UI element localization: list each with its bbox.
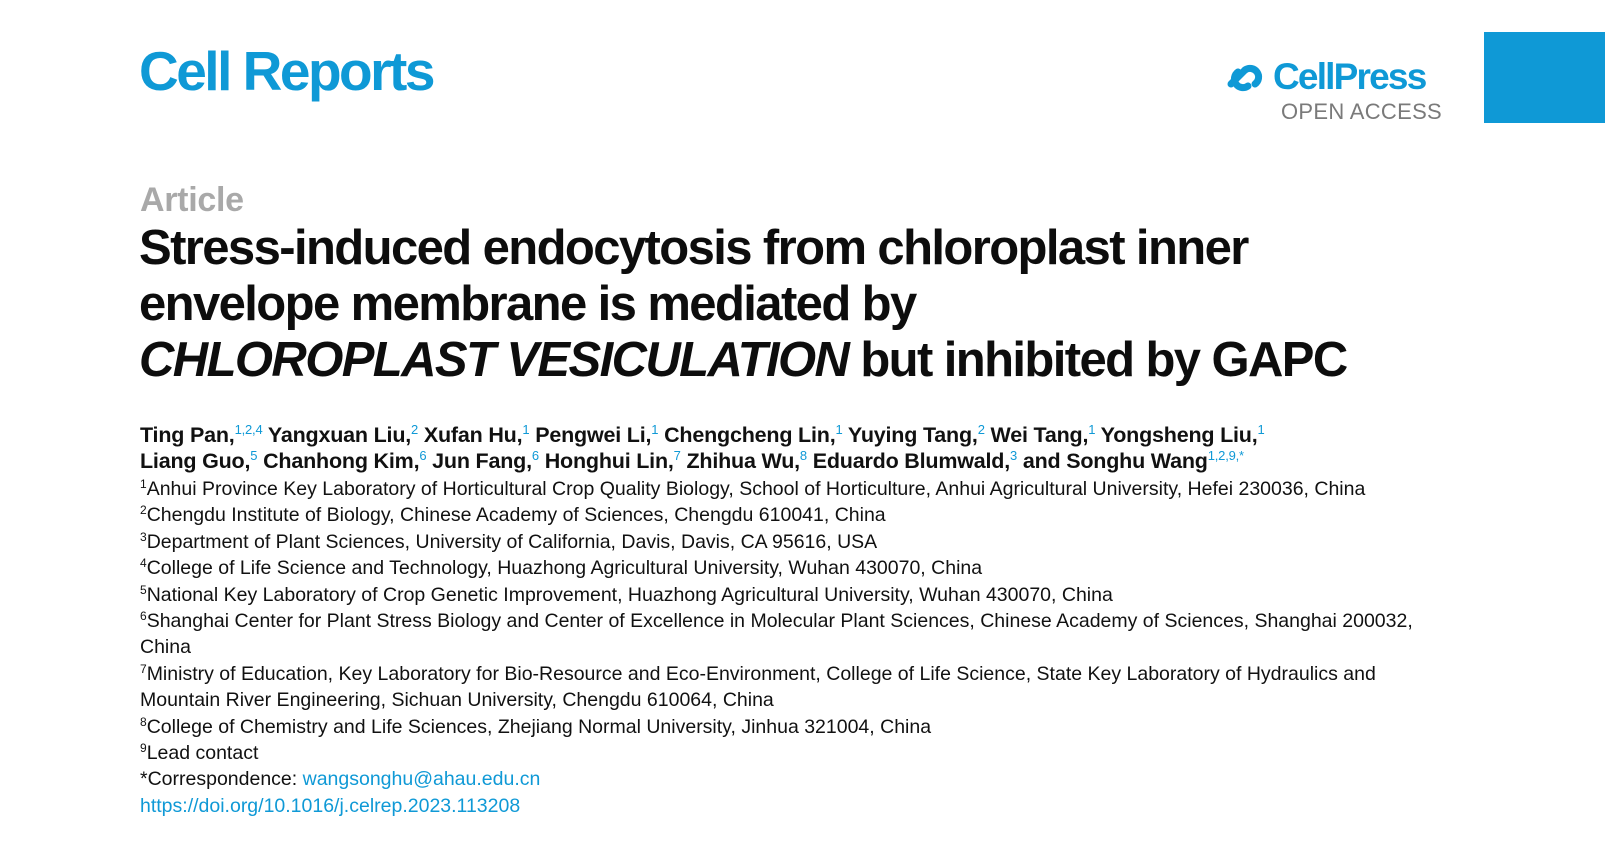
affiliation: $^6$Shanghai Center for Plant Stress Biology and Center of Excellence in Molecular Plant Sciences, Chinese Academy of Sciences, Shanghai 200032, China	[140, 609, 1413, 659]
affiliation: $^8$College of Chemistry and Life Sciences, Zhejiang Normal University, Jinhua 321004, China	[140, 714, 932, 738]
affiliation: $^2$Chengdu Institute of Biology, Chinese Academy of Sciences, Chengdu 610041, China	[140, 503, 886, 527]
author-affiliation-ref: 1	[1257, 422, 1265, 437]
author: Jun Fang,$^6$	[432, 448, 539, 473]
author-affiliation-ref: 3	[1010, 448, 1018, 463]
author-affiliation-ref: 8	[799, 448, 807, 463]
doi-line	[140, 793, 1460, 819]
author-list	[140, 422, 1440, 474]
author: and Songhu Wang$^{1,2,9,*}$	[1022, 448, 1244, 473]
author: Liang Guo,$^5$	[140, 448, 258, 473]
affiliation: $^4$College of Life Science and Technology, Huazhong Agricultural University, Wuhan 430070, China	[140, 556, 983, 580]
title-gene-name: CHLOROPLAST VESICULATION	[139, 333, 849, 387]
title-line-3	[139, 332, 1499, 388]
author: Chanhong Kim,$^6$	[263, 448, 427, 473]
author-affiliation-ref: 1	[522, 422, 530, 437]
affiliation: $^3$Department of Plant Sciences, University of California, Davis, Davis, CA 95616, USA	[140, 529, 878, 553]
author-affiliation-ref: 6	[531, 448, 539, 463]
affiliation: $^1$Anhui Province Key Laboratory of Horticultural Crop Quality Biology, School of Horticulture, Anhui Agricultural University, Hefei 230036, China	[140, 477, 1366, 500]
correspondence-email-link[interactable]: wangsonghu@ahau.edu.cn	[302, 768, 541, 791]
journal-title: Cell Reports	[139, 40, 433, 102]
doi-link[interactable]: https://doi.org/10.1016/j.celrep.2023.113208	[140, 794, 521, 817]
title-line-2: envelope membrane is mediated by	[139, 277, 916, 331]
title-line-1: Stress-induced endocytosis from chloroplast inner	[139, 221, 1248, 275]
author-affiliation-ref: 1	[1088, 422, 1096, 437]
lead-contact-note: $^9$Lead contact	[140, 741, 259, 765]
open-access-label: OPEN ACCESS	[1281, 99, 1443, 124]
author-affiliation-ref: 7	[673, 448, 681, 463]
author: Yongsheng Liu,$^1$	[1100, 422, 1265, 447]
affiliation: $^7$Ministry of Education, Key Laboratory for Bio-Resource and Eco-Environment, College of Life Science, State Key Laboratory of Hydraulics and Mountain River Engineering, Sichuan University, Chengdu 610064, China	[140, 661, 1376, 712]
author-line-2	[140, 448, 1440, 474]
author: Zhihua Wu,$^8$	[686, 448, 807, 473]
publisher-name: CellPress	[1273, 56, 1426, 97]
author-affiliation-ref: 1	[651, 422, 659, 437]
author-affiliation-ref: 2	[977, 422, 985, 437]
author: Wei Tang,$^1$	[990, 422, 1096, 447]
author-affiliation-ref: 5	[250, 448, 258, 463]
author-affiliation-ref: 2	[411, 422, 419, 437]
cellpress-logo-icon	[1225, 57, 1268, 99]
author-affiliation-ref: 1,2,9,*	[1207, 448, 1244, 463]
author: Honghui Lin,$^7$	[544, 448, 681, 473]
affiliation: $^5$National Key Laboratory of Crop Genetic Improvement, Huazhong Agricultural University, Wuhan 430070, China	[140, 582, 1113, 606]
author: Pengwei Li,$^1$	[535, 422, 659, 447]
author-affiliation-ref: 6	[419, 448, 427, 463]
correspondence-label: *Correspondence:	[140, 768, 303, 791]
author-affiliation-ref: 1,2,4	[234, 422, 263, 437]
author: Ting Pan,$^{1,2,4}$	[140, 422, 263, 447]
author-affiliation-ref: 1	[835, 422, 843, 437]
article-type-label: Article	[140, 181, 244, 219]
affiliation-list	[140, 476, 1460, 819]
author: Chengcheng Lin,$^1$	[664, 422, 843, 447]
paper-title	[139, 220, 1499, 388]
author: Yuying Tang,$^2$	[847, 422, 985, 447]
corner-color-block	[1484, 32, 1605, 123]
title-line-3-rest: but inhibited by GAPC	[848, 333, 1347, 387]
author: Xufan Hu,$^1$	[423, 422, 530, 447]
correspondence	[140, 766, 1460, 792]
author: Yangxuan Liu,$^2$	[267, 422, 419, 447]
author: Eduardo Blumwald,$^3$	[812, 448, 1018, 473]
author-line-1	[140, 422, 1440, 448]
cellpress-logo	[1225, 55, 1450, 124]
